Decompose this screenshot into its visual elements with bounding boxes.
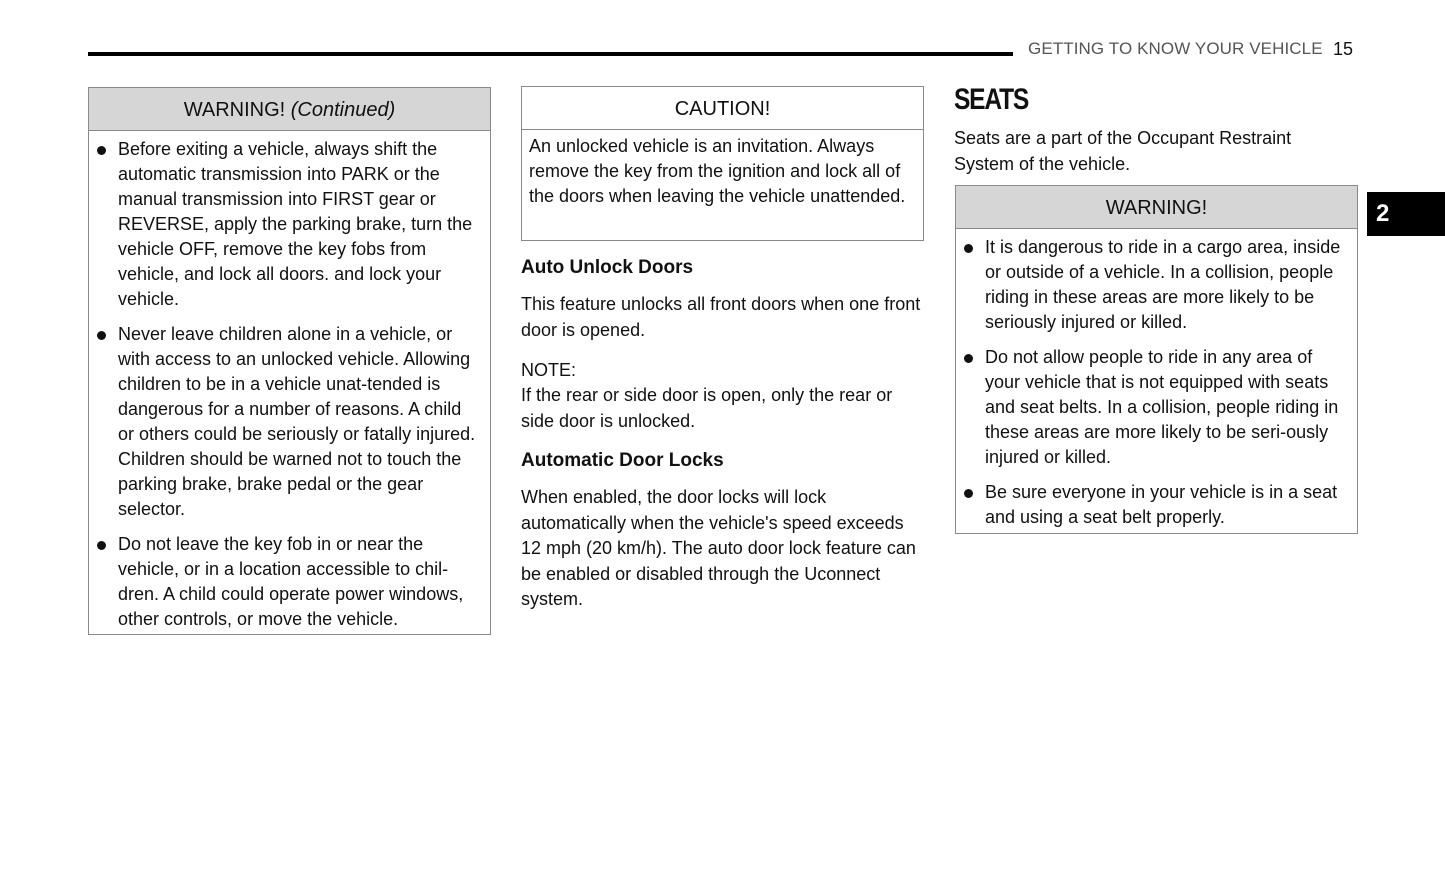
bullet-text: Never leave children alone in a vehicle, or with access to an unlocked vehicle. Allowing children to be in a vehicle unat-tended is dangerous for a number of reasons. A child or others could be seriously or fatally injured. Children should be warned not to touch the parking brake, brake pedal or the gear selector.	[118, 324, 476, 519]
bullet-text: It is dangerous to ride in a cargo area, inside or outside of a vehicle. In a collision, people riding in these areas are more likely to be seriously injured or killed.	[985, 237, 1341, 332]
bullet-icon	[964, 244, 973, 253]
auto-lock-text: When enabled, the door locks will lock automatically when the vehicle's speed exceeds 12 mph (20 km/h). The auto door lock feature can be enabled or disabled through the Uconnect system.	[521, 487, 916, 609]
seats-intro: Seats are a part of the Occupant Restraint System of the vehicle.	[954, 128, 1292, 174]
bullet-icon	[97, 541, 106, 550]
header-rule	[88, 52, 1013, 56]
bullet-text: Be sure everyone in your vehicle is in a seat and using a seat belt properly.	[985, 482, 1338, 527]
list-item	[89, 137, 482, 312]
seats-warning-list	[956, 229, 1357, 530]
list-item	[956, 480, 1349, 530]
warning-continued-header	[89, 88, 490, 131]
seats-warning-header: WARNING!	[956, 186, 1357, 229]
warning-continued-list	[89, 131, 490, 632]
list-item	[89, 532, 482, 632]
bullet-icon	[964, 489, 973, 498]
caution-text: An unlocked vehicle is an invitation. Always remove the key from the ignition and lock all of the doors when leaving the vehicle unattended.	[529, 136, 906, 206]
warning-continued-label: (Continued)	[290, 99, 396, 121]
caution-header: CAUTION!	[522, 87, 923, 130]
bullet-icon	[97, 331, 106, 340]
page-title: SEATS	[954, 83, 1029, 116]
list-item	[956, 235, 1349, 335]
bullet-icon	[97, 146, 106, 155]
list-item	[956, 345, 1349, 470]
chapter-tab: 2	[1367, 192, 1445, 236]
bullet-text: Do not allow people to ride in any area of your vehicle that is not equipped with seats and seat belts. In a collision, people riding in these areas are more likely to be seri-ously injured or killed.	[985, 347, 1339, 467]
note-label: NOTE:	[521, 360, 577, 380]
warning-title: WARNING!	[183, 99, 286, 121]
bullet-text: Do not leave the key fob in or near the vehicle, or in a location accessible to chil-dren. A child could operate power windows, other controls, or move the vehicle.	[118, 534, 464, 629]
warning-continued-box	[88, 87, 491, 635]
note-text: If the rear or side door is open, only the rear or side door is unlocked.	[521, 385, 893, 431]
bullet-text: Before exiting a vehicle, always shift the automatic transmission into PARK or the manual transmission into FIRST gear or REVERSE, apply the parking brake, turn the vehicle OFF, remove the key fobs from vehicle, and lock all doors. and lock your vehicle.	[118, 139, 473, 309]
auto-unlock-text: This feature unlocks all front doors when one front door is opened.	[521, 294, 921, 340]
list-item	[89, 322, 482, 522]
bullet-icon	[964, 354, 973, 363]
auto-lock-heading: Automatic Door Locks	[521, 450, 724, 471]
page-number: 15	[1333, 39, 1354, 59]
running-header: GETTING TO KNOW YOUR VEHICLE	[1028, 39, 1323, 58]
caution-box	[521, 86, 924, 241]
seats-warning-box	[955, 185, 1358, 534]
auto-unlock-heading: Auto Unlock Doors	[521, 257, 694, 278]
